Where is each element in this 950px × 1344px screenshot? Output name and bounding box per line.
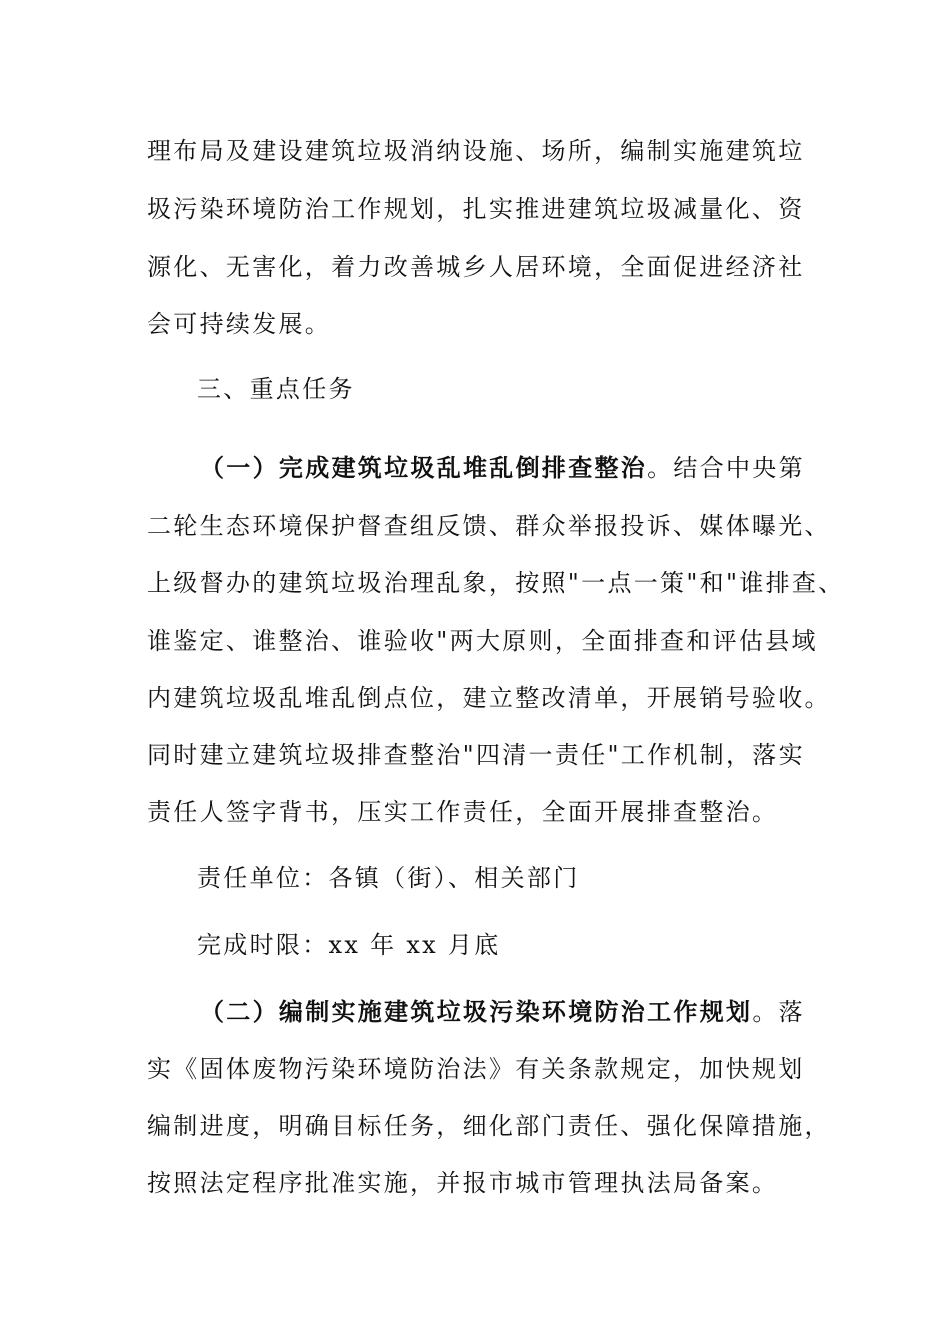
- item1-deadline: 完成时限：xx 年 xx 月底: [197, 931, 501, 959]
- intro-line: 圾污染环境防治工作规划，扎实推进建筑垃圾减量化、资: [147, 195, 805, 223]
- intro-line: 会可持续发展。: [147, 310, 332, 338]
- item1-first-line-rest: 。结合中央第: [647, 454, 805, 482]
- item2-line: 实《固体废物污染环境防治法》有关条款规定，加快规划: [147, 1055, 805, 1083]
- item2-line: 编制进度，明确目标任务，细化部门责任、强化保障措施，: [147, 1112, 831, 1140]
- item1-line: 二轮生态环境保护督查组反馈、群众举报投诉、媒体曝光、: [147, 512, 831, 540]
- item2-line: 按照法定程序批准实施，并报市城市管理执法局备案。: [147, 1169, 779, 1197]
- item1-line: 内建筑垃圾乱堆乱倒点位，建立整改清单，开展销号验收。: [147, 684, 831, 712]
- item1-responsible: 责任单位：各镇（街）、相关部门: [197, 864, 580, 892]
- item1-line: 上级督办的建筑垃圾治理乱象，按照"一点一策"和"谁排查、: [147, 569, 845, 597]
- section-heading: 三、重点任务: [197, 375, 355, 403]
- item1-heading: （一）完成建筑垃圾乱堆乱倒排查整治: [200, 453, 648, 482]
- item1-line: 谁鉴定、谁整治、谁验收"两大原则，全面排查和评估县域: [147, 627, 818, 655]
- item1-line: 责任人签字背书，压实工作责任，全面开展排查整治。: [147, 798, 779, 826]
- item2-first-line: [200, 997, 805, 1027]
- intro-line: 理布局及建设建筑垃圾消纳设施、场所，编制实施建筑垃: [147, 137, 805, 165]
- item1-first-line: [200, 453, 805, 483]
- item2-heading: （二）编制实施建筑垃圾污染环境防治工作规划: [200, 997, 753, 1026]
- intro-line: 源化、无害化，着力改善城乡人居环境，全面促进经济社: [147, 253, 805, 281]
- item2-first-line-rest: 。落: [752, 998, 805, 1026]
- item1-line: 同时建立建筑垃圾排查整治"四清一责任"工作机制，落实: [147, 741, 805, 769]
